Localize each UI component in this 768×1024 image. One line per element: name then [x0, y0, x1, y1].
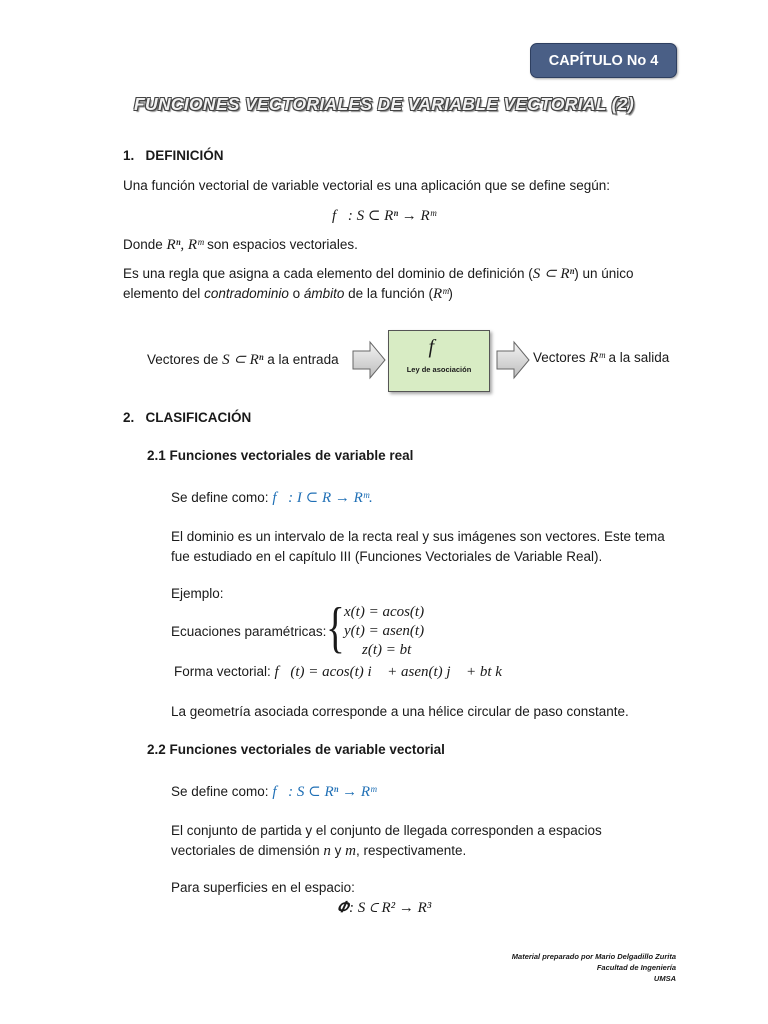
sub1-define-label: Se define como:: [171, 490, 273, 505]
regla-l1-math: S ⊂ Rⁿ: [532, 266, 575, 282]
sub2-l2-m: m: [345, 843, 356, 859]
ejemplo-label: Ejemplo:: [171, 586, 224, 601]
sub1-define-math: f⃗: I ⊂ R → Rᵐ.: [272, 490, 373, 506]
forma-vectorial-line: [174, 664, 514, 681]
sub2-l2-pre: vectoriales de dimensión: [171, 843, 324, 858]
diagram-right-post: a la salida: [604, 350, 670, 365]
regla-l2-math: Rᵐ: [432, 286, 449, 302]
footer-university: UMSA: [653, 974, 676, 983]
regla-l2-contradominio: contradominio: [204, 286, 289, 301]
input-arrow-icon: [352, 340, 386, 380]
equation-z: z(t) = bt: [362, 642, 412, 658]
equation-x: x(t) = acos(t): [344, 604, 425, 620]
section-2-heading: 2. CLASIFICACIÓN: [123, 410, 252, 425]
regla-l2-pre: elemento del: [123, 286, 205, 301]
regla-l1-post: ) un único: [574, 266, 634, 281]
regla-l2-post: de la función (: [344, 286, 433, 301]
sub2-para-line-2: [171, 841, 466, 861]
ecuaciones-label: Ecuaciones paramétricas:: [171, 624, 327, 639]
sub1-para-line-2: fue estudiado en el capítulo III (Funciones Vectoriales de Variable Real).: [171, 549, 603, 564]
equation-y: y(t) = asen(t): [344, 623, 425, 639]
sub2-l2-n: n: [323, 843, 331, 859]
footer-author: Material preparado por Mario Delgadillo Zurita: [511, 952, 676, 961]
sub1-para-line-1: El dominio es un intervalo de la recta real y sus imágenes son vectores. Este tema: [171, 529, 665, 544]
diagram-input-label: [147, 350, 339, 369]
diagram-left-pre: Vectores de: [147, 352, 223, 367]
donde-pre: Donde: [123, 237, 167, 252]
diagram-output-label: [533, 350, 669, 367]
regla-line-1: [123, 264, 676, 284]
forma-label: Forma vectorial:: [174, 664, 275, 679]
sub2-define-line: [171, 782, 376, 801]
regla-l2-end: ): [448, 286, 453, 301]
regla-l2-ambito: ámbito: [303, 286, 345, 301]
diagram-left-math: S ⊂ Rⁿ: [222, 352, 264, 368]
sub2-define-label: Se define como:: [171, 784, 273, 799]
donde-line: [123, 235, 358, 255]
diagram-right-math: Rᵐ: [589, 350, 605, 366]
donde-math: Rⁿ, Rᵐ: [166, 237, 204, 253]
phi-formula: 𝜱: S ⊂ R² → R³: [336, 900, 432, 916]
definition-formula: f⃗: S ⊂ Rⁿ → Rᵐ: [332, 208, 436, 224]
function-box: [388, 330, 490, 392]
brace-icon: {: [326, 597, 345, 659]
regla-l1-pre: Es una regla que asigna a cada elemento del dominio de definición (: [123, 266, 533, 281]
chapter-badge: CAPÍTULO No 4: [530, 43, 677, 78]
subsection-2-2-heading: 2.2 Funciones vectoriales de variable vectorial: [147, 742, 445, 757]
definition-intro: Una función vectorial de variable vectorial es una aplicación que se define según:: [123, 178, 611, 193]
regla-l2-mid: o: [288, 286, 304, 301]
output-arrow-icon: [496, 340, 530, 380]
section-1-heading: 1. DEFINICIÓN: [123, 148, 224, 163]
diagram-right-pre: Vectores: [533, 350, 590, 365]
regla-line-2: [123, 284, 453, 304]
geometria-text: La geometría asociada corresponde a una hélice circular de paso constante.: [171, 704, 629, 719]
sub1-define-line: [171, 488, 373, 507]
diagram-left-post: a la entrada: [263, 352, 339, 367]
superficies-label: Para superficies en el espacio:: [171, 880, 355, 895]
subsection-2-1-heading: 2.1 Funciones vectoriales de variable real: [147, 448, 414, 463]
function-symbol: f⃗: [428, 336, 450, 358]
sub2-l2-post: , respectivamente.: [355, 843, 467, 858]
donde-post: son espacios vectoriales.: [203, 237, 358, 252]
sub2-para-line-1: El conjunto de partida y el conjunto de llegada corresponden a espacios: [171, 823, 602, 838]
sub2-define-math: f⃗: S ⊂ Rⁿ → Rᵐ: [272, 784, 377, 800]
page-title: FUNCIONES VECTORIALES DE VARIABLE VECTORIAL (2): [134, 94, 634, 114]
function-box-label: Ley de asociación: [406, 365, 472, 374]
sub2-l2-y: y: [330, 843, 346, 858]
forma-math: f⃗(t) = acos(t) i⃗ + asen(t) j⃗ + bt k⃗: [274, 664, 514, 680]
footer-faculty: Facultad de Ingeniería: [596, 963, 676, 972]
